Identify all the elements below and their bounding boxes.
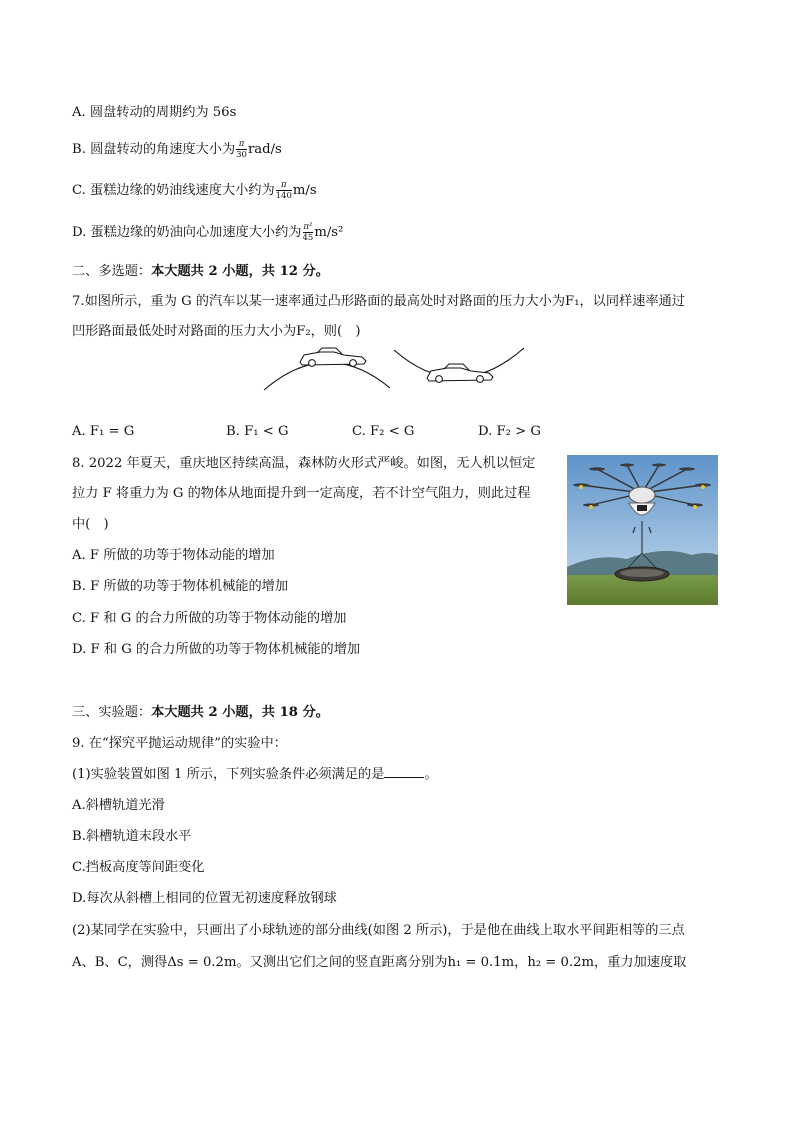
q9-sub1-end: 。 bbox=[424, 767, 438, 782]
q6-option-a: A. 圆盘转动的周期约为 56s bbox=[72, 105, 237, 120]
answer-blank bbox=[384, 765, 424, 778]
q9-sub1-text: (1)实验装置如图 1 所示，下列实验条件必须满足的是 bbox=[72, 767, 385, 782]
q8-option-c: C. F 和 G 的合力所做的功等于物体动能的增加 bbox=[72, 611, 347, 626]
q8-option-a: A. F 所做的功等于物体动能的增加 bbox=[72, 548, 275, 563]
q9-option-c: C.挡板高度等间距变化 bbox=[72, 860, 205, 875]
fraction-denominator: 140 bbox=[275, 191, 292, 201]
q6-option-b-text: B. 圆盘转动的角速度大小为 bbox=[72, 142, 236, 157]
q6-option-b-fraction bbox=[236, 139, 247, 160]
road-figure bbox=[262, 344, 530, 394]
q9-option-b: B.斜槽轨道末段水平 bbox=[72, 829, 192, 844]
q9-option-d: D.每次从斜槽上相同的位置无初速度释放钢球 bbox=[72, 891, 337, 906]
car-icon bbox=[300, 348, 366, 366]
q6-option-b-unit: rad/s bbox=[247, 142, 282, 157]
section-description: 本大题共 2 小题，共 18 分。 bbox=[151, 705, 329, 720]
q8-stem-line-2: 拉力 F 将重力为 G 的物体从地面提升到一定高度，若不计空气阻力，则此过程 bbox=[72, 486, 531, 501]
q7-stem-line-1: 7.如图所示，重为 G 的汽车以某一速率通过凸形路面的最高处时对路面的压力大小为F₁，以同样速率通过 bbox=[72, 294, 685, 309]
drone-photo bbox=[567, 455, 718, 605]
car-icon bbox=[427, 364, 493, 382]
q7-stem-line-2: 凹形路面最低处时对路面的压力大小为F₂，则( ) bbox=[72, 324, 361, 339]
section-label: 三、实验题： bbox=[72, 705, 152, 720]
section-heading-experiment bbox=[72, 703, 329, 723]
fraction-numerator: π bbox=[238, 139, 245, 149]
fraction-denominator: 30 bbox=[236, 150, 247, 160]
q7-option-a: A. F₁ = G bbox=[72, 424, 135, 439]
q9-stem: 9. 在“探究平抛运动规律”的实验中： bbox=[72, 736, 287, 751]
q8-stem-line-3: 中( ) bbox=[72, 517, 109, 532]
q7-option-d: D. F₂ > G bbox=[478, 424, 541, 439]
q9-sub1 bbox=[72, 765, 438, 785]
section-heading-multiple-choice bbox=[72, 262, 329, 282]
fraction-numerator: π bbox=[280, 180, 287, 190]
q6-option-c-fraction bbox=[276, 180, 292, 201]
section-label: 二、多选题： bbox=[72, 264, 152, 279]
q6-option-c-text: C. 蛋糕边缘的奶油线速度大小约为 bbox=[72, 183, 275, 198]
q6-option-d-fraction bbox=[303, 222, 314, 243]
q6-option-c bbox=[72, 180, 317, 201]
q7-option-b: B. F₁ < G bbox=[226, 424, 289, 439]
q6-option-c-unit: m/s bbox=[292, 183, 317, 198]
fraction-denominator: 45 bbox=[302, 233, 314, 243]
q8-stem-line-1: 8. 2022 年夏天，重庆地区持续高温，森林防火形式严峻。如图，无人机以恒定 bbox=[72, 456, 536, 471]
q6-option-d-unit: m/s² bbox=[314, 225, 344, 240]
q6-option-d-text: D. 蛋糕边缘的奶油向心加速度大小约为 bbox=[72, 225, 302, 240]
q9-sub2-line-2: A、B、C，测得Δs = 0.2m。又测出它们之间的竖直距离分别为h₁ = 0.1m，h₂ = 0.2m，重力加速度取 bbox=[72, 955, 687, 970]
q6-option-b bbox=[72, 139, 282, 160]
fraction-numerator: π² bbox=[303, 222, 313, 232]
q9-sub2-line-1: (2)某同学在实验中，只画出了小球轨迹的部分曲线(如图 2 所示)，于是他在曲线上取水平间距相等的三点 bbox=[72, 923, 685, 938]
q8-option-d: D. F 和 G 的合力所做的功等于物体机械能的增加 bbox=[72, 642, 361, 657]
convex-road-curve bbox=[264, 362, 390, 390]
q7-option-c: C. F₂ < G bbox=[352, 424, 415, 439]
water-bucket-rim bbox=[620, 569, 664, 577]
q6-option-d bbox=[72, 222, 343, 243]
section-description: 本大题共 2 小题，共 12 分。 bbox=[151, 264, 329, 279]
q9-option-a: A.斜槽轨道光滑 bbox=[72, 798, 165, 813]
q8-option-b: B. F 所做的功等于物体机械能的增加 bbox=[72, 579, 289, 594]
